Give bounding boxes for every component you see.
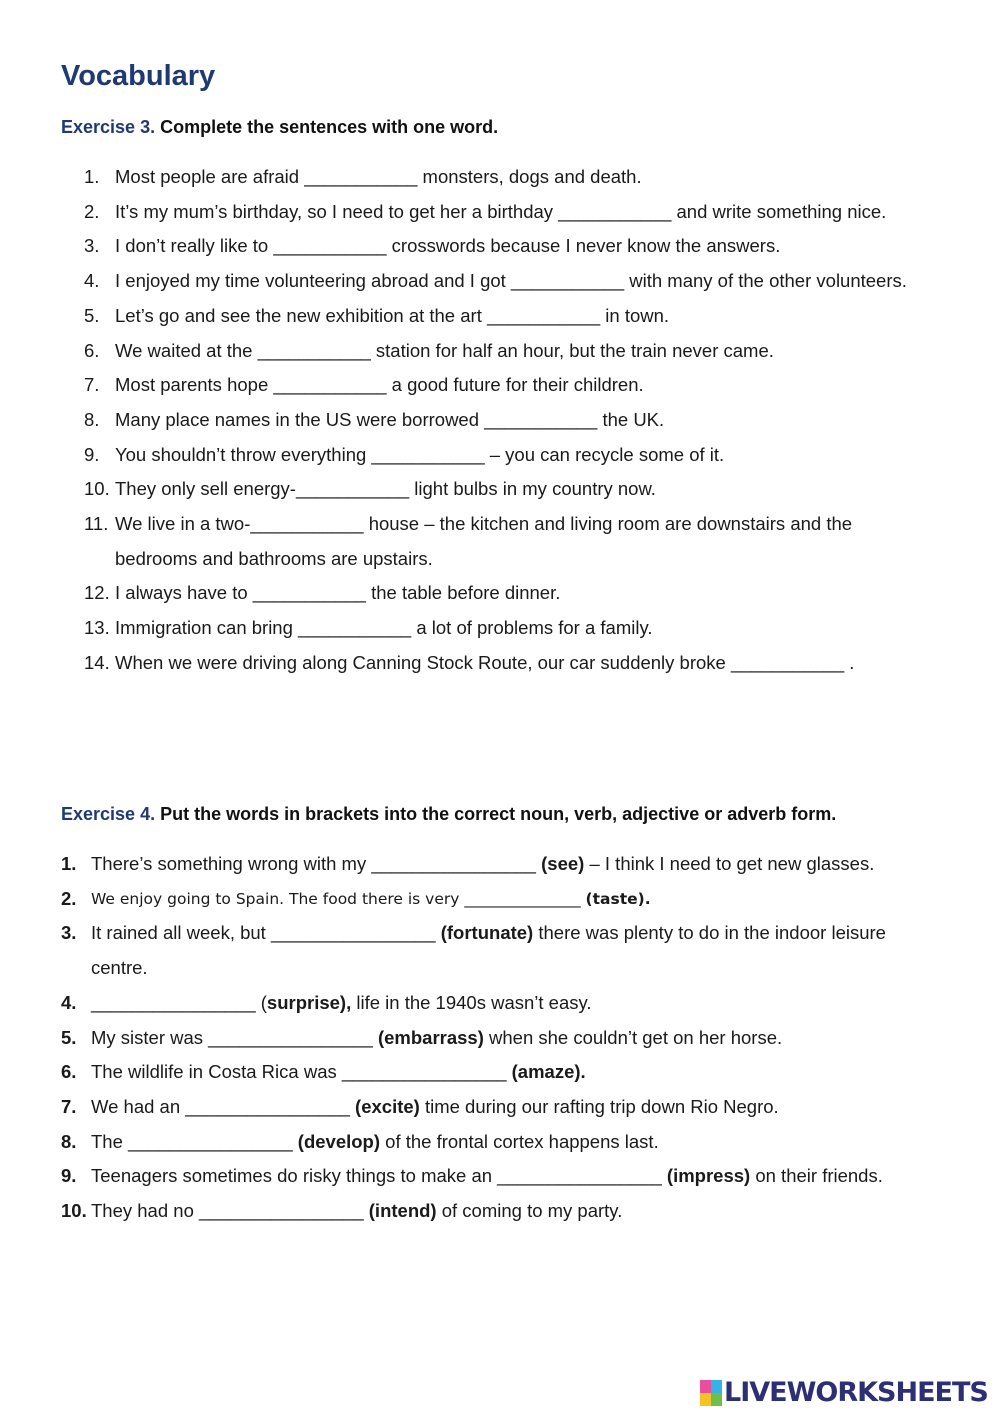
sentence-start: It rained all week, but ________________ (91, 922, 441, 944)
sentence-start: Teenagers sometimes do risky things to make an ________________ (91, 1165, 667, 1187)
item-number: 11. (84, 513, 109, 535)
logo-text: LIVEWORKSHEETS (724, 1377, 988, 1408)
list-item (61, 1159, 931, 1194)
item-number: 13. (84, 617, 110, 639)
list-item (61, 916, 931, 985)
item-number: 9. (84, 443, 100, 465)
item-number: 4. (84, 270, 100, 292)
list-item (84, 195, 934, 230)
item-sentence: We live in a two-___________ house – the kitchen and living room are downstairs and the bedrooms and bathrooms are upstairs. (115, 513, 853, 569)
item-number: 7. (61, 1095, 77, 1117)
bracket-word: (taste). (585, 889, 651, 908)
sentence-start: We had an ________________ (91, 1095, 356, 1117)
sentence-start: ________________ ( (91, 991, 267, 1013)
liveworksheets-logo-icon (700, 1380, 722, 1406)
list-item (61, 882, 931, 917)
list-item (84, 438, 934, 473)
bracket-word: (excite) (355, 1095, 420, 1117)
item-sentence: You shouldn’t throw everything ___________ – you can recycle some of it. (115, 443, 725, 465)
list-item (84, 160, 934, 195)
item-number: 10. (84, 478, 110, 500)
list-item (84, 576, 934, 611)
sentence-start: The ________________ (91, 1130, 298, 1152)
item-number: 9. (61, 1165, 77, 1187)
sentence-start: My sister was ________________ (91, 1026, 378, 1048)
item-number: 5. (61, 1026, 77, 1048)
list-item (61, 1125, 931, 1160)
item-number: 3. (84, 235, 100, 257)
item-number: 8. (84, 408, 100, 430)
item-sentence: Let’s go and see the new exhibition at the art ___________ in town. (115, 304, 670, 326)
list-item (61, 1055, 931, 1090)
item-number: 6. (84, 339, 100, 361)
item-number: 1. (61, 853, 77, 874)
item-number: 2. (61, 887, 77, 909)
item-sentence: We waited at the ___________ station for half an hour, but the train never came. (115, 339, 774, 361)
item-sentence: I always have to ___________ the table before dinner. (115, 582, 561, 604)
list-item (84, 299, 934, 334)
bracket-word: (intend) (368, 1200, 437, 1222)
bracket-word: (develop) (297, 1130, 381, 1152)
item-number: 10. (61, 1200, 87, 1222)
logo-square-yellow (700, 1393, 711, 1406)
item-sentence: Most parents hope ___________ a good future for their children. (115, 374, 644, 396)
sentence-end: time during our rafting trip down Rio Negro. (419, 1095, 779, 1117)
item-sentence: It’s my mum’s birthday, so I need to get her a birthday ___________ and write something nice. (115, 200, 887, 222)
list-item (84, 646, 934, 681)
exercise-3-heading (61, 117, 498, 138)
bracket-word: (see) (541, 853, 585, 874)
item-number: 1. (84, 166, 100, 187)
exercise-4-instruction: Put the words in brackets into the correct noun, verb, adjective or adverb form. (155, 804, 837, 824)
sentence-end: when she couldn’t get on her horse. (483, 1026, 783, 1048)
page-title: Vocabulary (61, 60, 216, 92)
sentence-start: There’s something wrong with my ________________ (91, 853, 542, 874)
item-number: 4. (61, 991, 77, 1013)
exercise-3-list (84, 160, 934, 681)
item-number: 6. (61, 1061, 77, 1083)
item-sentence (91, 916, 931, 985)
sentence-end: life in the 1940s wasn’t easy. (351, 991, 592, 1013)
item-sentence (91, 1090, 931, 1125)
logo-square-green (711, 1393, 722, 1406)
item-sentence (91, 882, 931, 917)
item-sentence: I enjoyed my time volunteering abroad and I got ___________ with many of the other volunteers. (115, 270, 907, 292)
list-item (84, 472, 934, 507)
sentence-end: of the frontal cortex happens last. (380, 1130, 659, 1152)
sentence-start: They had no ________________ (91, 1200, 369, 1222)
item-number: 3. (61, 922, 77, 944)
item-sentence (91, 1125, 931, 1160)
bracket-word: surprise), (266, 991, 352, 1013)
item-sentence: Many place names in the US were borrowed ___________ the UK. (115, 408, 665, 430)
list-item (84, 264, 934, 299)
logo-square-pink (700, 1380, 711, 1393)
bracket-word: (impress) (666, 1165, 751, 1187)
item-sentence (91, 1021, 931, 1056)
sentence-end: on their friends. (750, 1165, 883, 1187)
item-sentence: They only sell energy-___________ light bulbs in my country now. (115, 478, 656, 500)
exercise-4-label: Exercise 4. (61, 804, 156, 824)
bracket-word: (embarrass) (377, 1026, 484, 1048)
logo-square-blue (711, 1380, 722, 1393)
sentence-end: – I think I need to get new glasses. (584, 853, 875, 874)
exercise-4-heading (61, 804, 836, 825)
list-item (61, 1194, 931, 1229)
exercise-4-list (61, 847, 931, 1229)
list-item (61, 1021, 931, 1056)
sentence-end: of coming to my party. (436, 1200, 623, 1222)
sentence-start: We enjoy going to Spain. The food there is very _______________ (91, 889, 586, 908)
liveworksheets-logo[interactable] (700, 1377, 988, 1408)
list-item (84, 507, 934, 576)
bracket-word: (fortunate) (440, 922, 534, 944)
item-sentence: Immigration can bring ___________ a lot of problems for a family. (115, 617, 653, 639)
item-sentence: When we were driving along Canning Stock Route, our car suddenly broke ___________ . (115, 651, 855, 673)
item-sentence (91, 1159, 931, 1194)
list-item (61, 986, 931, 1021)
list-item (61, 1090, 931, 1125)
list-item (84, 611, 934, 646)
item-sentence (91, 847, 931, 882)
item-number: 2. (84, 200, 100, 222)
sentence-end: there was plenty to do in the indoor leisure centre. (91, 922, 886, 979)
item-sentence (91, 1194, 931, 1229)
exercise-3-label: Exercise 3. (61, 117, 156, 137)
item-number: 12. (84, 582, 110, 604)
item-sentence: Most people are afraid ___________ monsters, dogs and death. (115, 166, 642, 187)
item-sentence (91, 986, 931, 1021)
list-item (84, 368, 934, 403)
sentence-start: The wildlife in Costa Rica was ________________ (91, 1061, 512, 1083)
list-item (84, 229, 934, 264)
item-sentence (91, 1055, 931, 1090)
item-number: 5. (84, 304, 100, 326)
item-sentence: I don’t really like to ___________ crosswords because I never know the answers. (115, 235, 781, 257)
list-item (84, 334, 934, 369)
item-number: 8. (61, 1130, 77, 1152)
list-item (61, 847, 931, 882)
bracket-word: (amaze). (511, 1061, 586, 1083)
item-number: 7. (84, 374, 100, 396)
list-item (84, 403, 934, 438)
exercise-3-instruction: Complete the sentences with one word. (155, 117, 499, 137)
item-number: 14. (84, 651, 110, 673)
